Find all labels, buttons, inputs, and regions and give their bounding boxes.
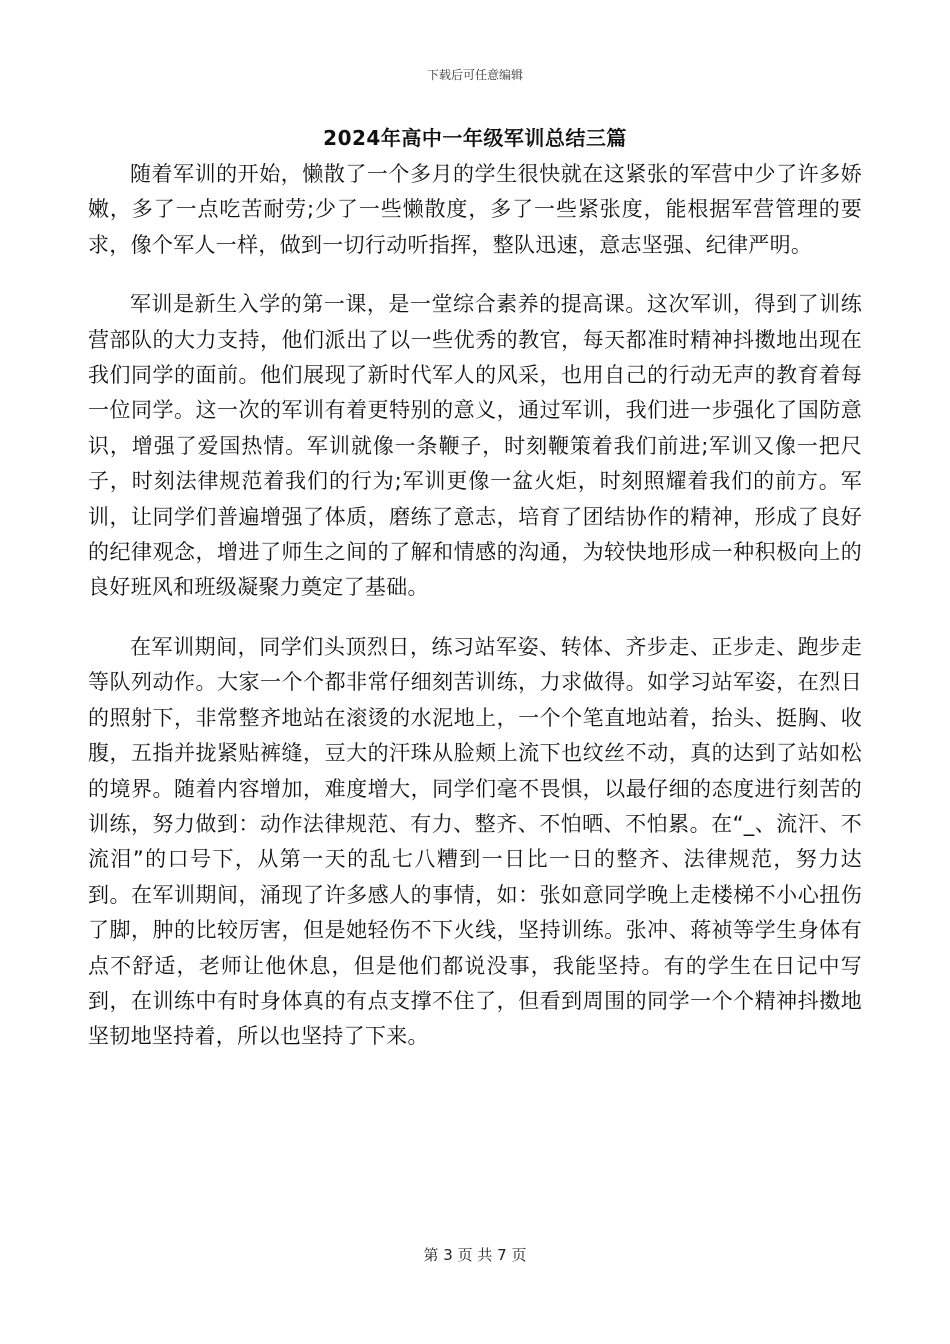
paragraph-3: 在军训期间，同学们头顶烈日，练习站军姿、转体、齐步走、正步走、跑步走等队列动作。大家一个个都非常仔细刻苦训练，力求做得。如学习站军姿，在烈日的照射下，非常整齐地站在滚烫的水泥地上，一个个笔直地站着，抬头、挺胸、收腹，五指并拢紧贴裤缝，豆大的汗珠从脸颊上流下也纹丝不动，真的达到了站如松的境界。随着内容增加，难度增大，同学们毫不畏惧，以最仔细的态度进行刻苦的训练，努力做到：动作法律规范、有力、整齐、不怕晒、不怕累。在“_、流汗、不流泪”的口号下，从第一天的乱七八糟到一日比一日的整齐、法律规范，努力达到。在军训期间，涌现了许多感人的事情，如：张如意同学晚上走楼梯不小心扭伤了脚，肿的比较厉害，但是她轻伤不下火线，坚持训练。张冲、蒋祯等学生身体有点不舒适，老师让他休息，但是他们都说没事，我能坚持。有的学生在日记中写到，在训练中有时身体真的有点支撑不住了，但看到周围的同学一个个精神抖擞地坚韧地坚持着，所以也坚持了下来。 <box>88 634 862 1049</box>
paragraph-2: 军训是新生入学的第一课，是一堂综合素养的提高课。这次军训，得到了训练营部队的大力支持，他们派出了以一些优秀的教官，每天都准时精神抖擞地出现在我们同学的面前。他们展现了新时代军人的风采，也用自己的行动无声的教育着每一位同学。这一次的军训有着更特别的意义，通过军训，我们进一步强化了国防意识，增强了爱国热情。军训就像一条鞭子，时刻鞭策着我们前进;军训又像一把尺子，时刻法律规范着我们的行为;军训更像一盆火炬，时刻照耀着我们的前方。军训，让同学们普遍增强了体质，磨练了意志，培育了团结协作的精神，形成了良好的纪律观念，增进了师生之间的了解和情感的沟通，为较快地形成一种积极向上的良好班风和班级凝聚力奠定了基础。 <box>88 292 862 600</box>
document-body <box>88 157 862 1079</box>
page-number-footer: 第 3 页 共 7 页 <box>423 1246 527 1264</box>
document-title: 2024年高中一年级军训总结三篇 <box>323 126 627 150</box>
paragraph-1: 随着军训的开始，懒散了一个多月的学生很快就在这紧张的军营中少了许多娇嫩，多了一点吃苦耐劳;少了一些懒散度，多了一些紧张度，能根据军营管理的要求，像个军人一样，做到一切行动听指挥，整队迅速，意志坚强、纪律严明。 <box>88 162 862 257</box>
header-note: 下载后可任意编辑 <box>426 68 523 82</box>
